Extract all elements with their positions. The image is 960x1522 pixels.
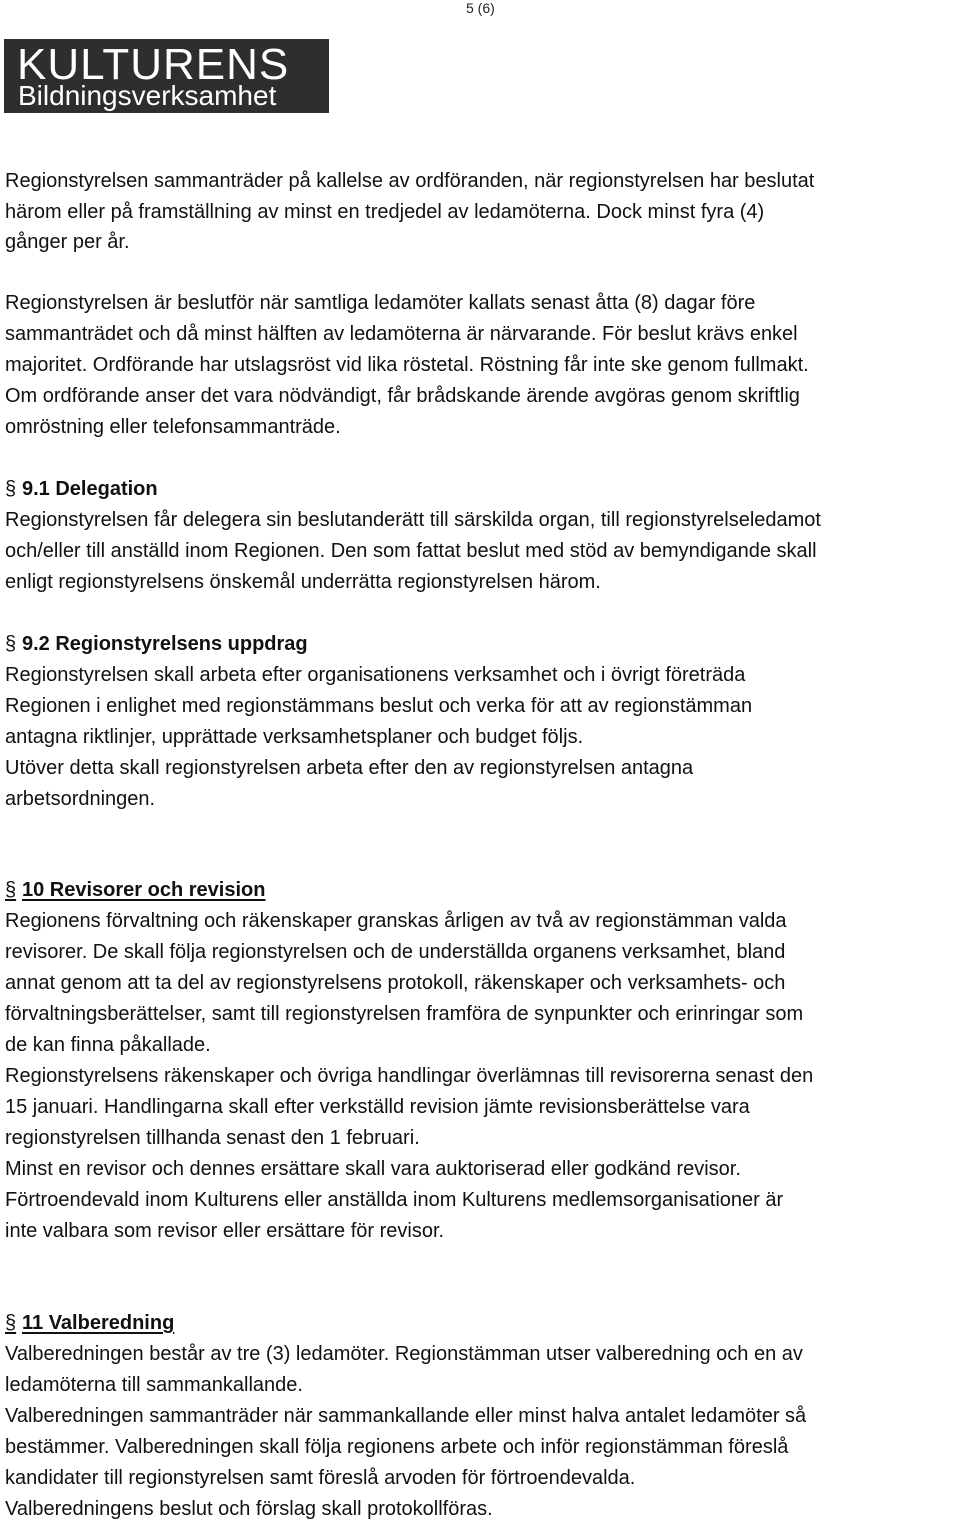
- paragraph-line: enligt regionstyrelsens önskemål underrätta regionstyrelsen härom.: [5, 571, 601, 593]
- section-symbol: §: [5, 1312, 17, 1334]
- logo-subtitle: Bildningsverksamhet: [18, 80, 277, 111]
- paragraph-line: och/eller till anställd inom Regionen. Den som fattat beslut med stöd av bemyndigande skall: [5, 540, 817, 562]
- paragraph-line: antagna riktlinjer, upprättade verksamhetsplaner och budget följs.: [5, 726, 584, 748]
- page-number: 5 (6): [466, 0, 495, 16]
- paragraph-line: bestämmer. Valberedningen skall följa regionens arbete och inför regionstämman föreslå: [5, 1436, 789, 1458]
- section-symbol: §: [5, 879, 17, 901]
- paragraph-line: majoritet. Ordförande har utslagsröst vid lika röstetal. Röstning får inte ske genom fullmakt.: [5, 354, 809, 376]
- paragraph-line: gånger per år.: [5, 231, 130, 253]
- kulturens-logo: [4, 39, 329, 113]
- paragraph-line: Minst en revisor och dennes ersättare skall vara auktoriserad eller godkänd revisor.: [5, 1158, 741, 1180]
- paragraph-line: Om ordförande anser det vara nödvändigt, får brådskande ärende avgöras genom skriftlig: [5, 385, 800, 407]
- paragraph-line: arbetsordningen.: [5, 788, 156, 810]
- paragraph-line: Förtroendevald inom Kulturens eller anställda inom Kulturens medlemsorganisationer är: [5, 1189, 784, 1211]
- paragraph-line: sammanträdet och då minst hälften av ledamöterna är närvarande. För beslut krävs enkel: [5, 323, 798, 345]
- section-heading-10: [5, 878, 265, 902]
- section-heading-9-1: [5, 477, 158, 501]
- logo-title: KULTURENS: [17, 40, 290, 89]
- paragraph-line: Regionen i enlighet med regionstämmans beslut och verka för att av regionstämman: [5, 695, 753, 717]
- paragraph-line: Valberedningen består av tre (3) ledamöter. Regionstämman utser valberedning och en av: [5, 1343, 803, 1365]
- paragraph-line: Regionstyrelsen skall arbeta efter organisationens verksamhet och i övrigt företräda: [5, 664, 746, 686]
- paragraph-line: Utöver detta skall regionstyrelsen arbeta efter den av regionstyrelsen antagna: [5, 757, 694, 779]
- paragraph-line: annat genom att ta del av regionstyrelsens protokoll, räkenskaper och verksamhets- och: [5, 972, 786, 994]
- section-title: 10 Revisorer och revision: [22, 879, 266, 901]
- paragraph-line: Regionens förvaltning och räkenskaper granskas årligen av två av regionstämman valda: [5, 910, 787, 932]
- paragraph-line: ledamöterna till sammankallande.: [5, 1374, 303, 1396]
- paragraph-line: förvaltningsberättelser, samt till regionstyrelsen framföra de synpunkter och erinringar som: [5, 1003, 804, 1025]
- section-symbol: §: [5, 478, 17, 500]
- section-symbol: §: [5, 633, 17, 655]
- section-title: 9.2 Regionstyrelsens uppdrag: [22, 633, 308, 655]
- paragraph-line: kandidater till regionstyrelsen samt föreslå arvoden för förtroendevalda.: [5, 1467, 636, 1489]
- paragraph-line: härom eller på framställning av minst en tredjedel av ledamöterna. Dock minst fyra (4): [5, 201, 765, 223]
- section-title: 9.1 Delegation: [22, 478, 158, 500]
- section-title: 11 Valberedning: [22, 1312, 175, 1334]
- paragraph-line: Valberedningens beslut och förslag skall protokollföras.: [5, 1498, 493, 1520]
- paragraph-line: inte valbara som revisor eller ersättare för revisor.: [5, 1220, 445, 1242]
- paragraph-line: omröstning eller telefonsammanträde.: [5, 416, 341, 438]
- paragraph-line: Regionstyrelsen är beslutför när samtliga ledamöter kallats senast åtta (8) dagar före: [5, 292, 756, 314]
- paragraph-line: 15 januari. Handlingarna skall efter verkställd revision jämte revisionsberättelse vara: [5, 1096, 750, 1118]
- paragraph-line: regionstyrelsen tillhanda senast den 1 februari.: [5, 1127, 420, 1149]
- section-heading-9-2: [5, 632, 308, 656]
- paragraph-line: Valberedningen sammanträder när sammankallande eller minst halva antalet ledamöter så: [5, 1405, 807, 1427]
- section-heading-11: [5, 1311, 174, 1335]
- paragraph-line: Regionstyrelsen får delegera sin beslutanderätt till särskilda organ, till regionstyrelseledamot: [5, 509, 821, 531]
- paragraph-line: de kan finna påkallade.: [5, 1034, 211, 1056]
- paragraph-line: revisorer. De skall följa regionstyrelsen och de underställda organens verksamhet, bland: [5, 941, 786, 963]
- paragraph-line: Regionstyrelsens räkenskaper och övriga handlingar överlämnas till revisorerna senast den: [5, 1065, 814, 1087]
- paragraph-line: Regionstyrelsen sammanträder på kallelse av ordföranden, när regionstyrelsen har beslutat: [5, 170, 815, 192]
